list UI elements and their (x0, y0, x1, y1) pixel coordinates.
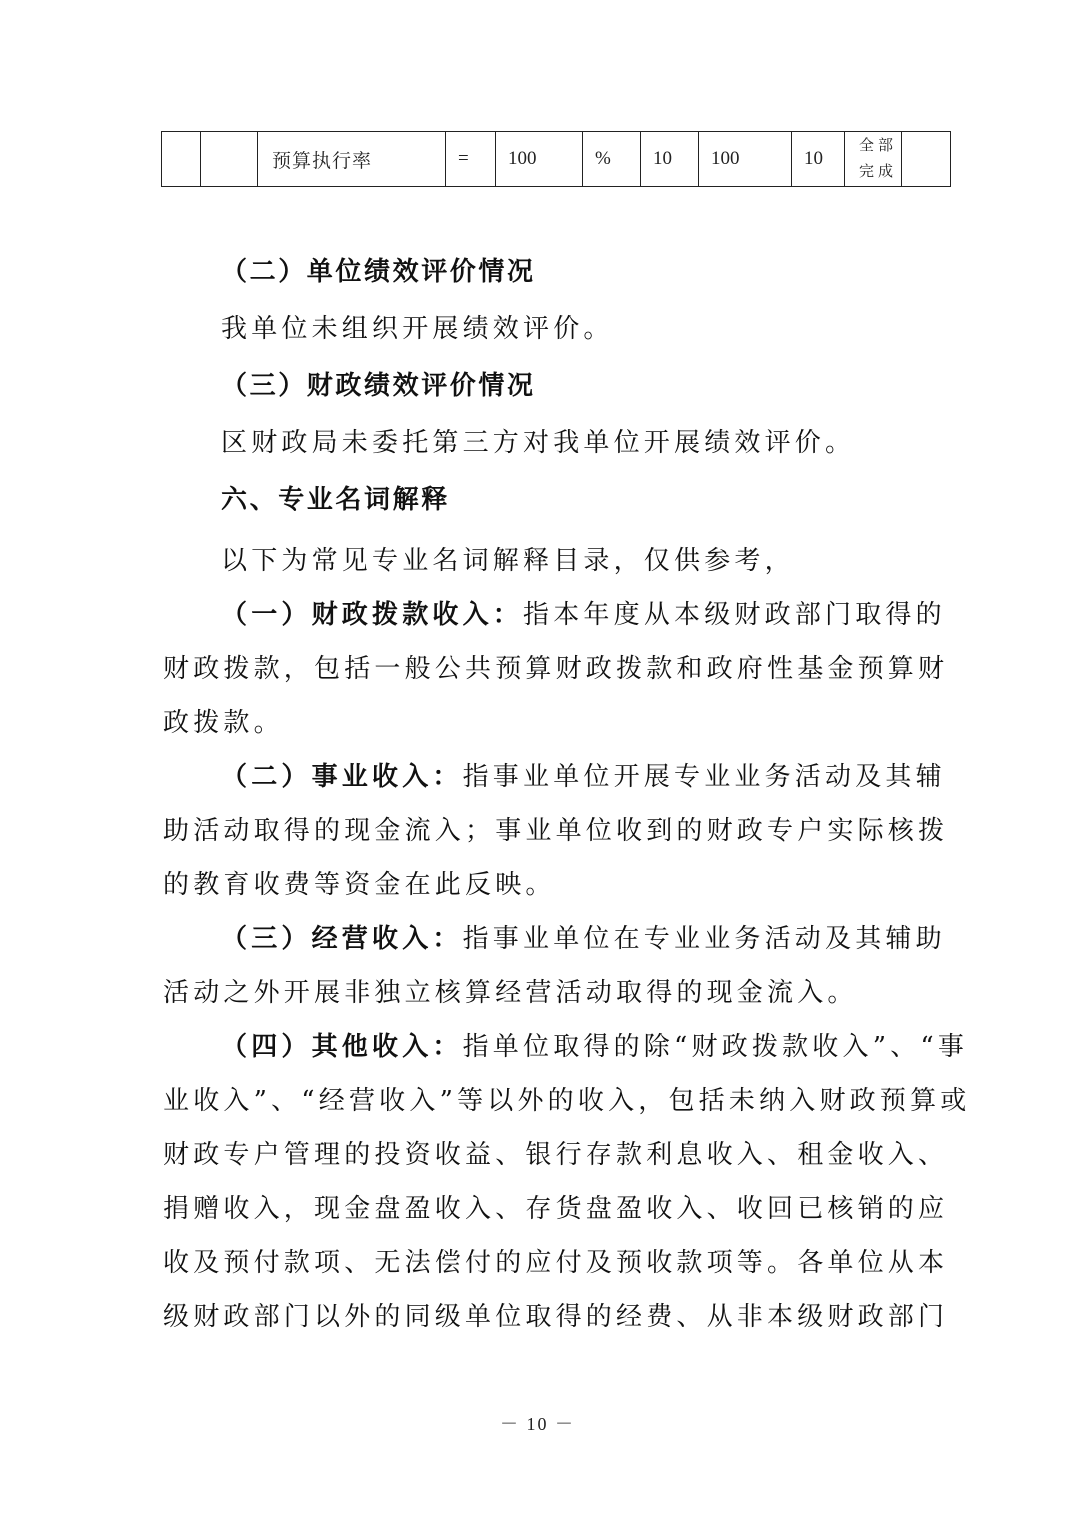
glossary-term-3: （三）经营收入： (221, 924, 463, 954)
target-value: 100 (496, 132, 583, 187)
glossary-term-2: （二）事业收入： (221, 762, 463, 792)
glossary-term-1: （一）财政拨款收入： (221, 600, 524, 630)
glossary-item-2-line-1 (221, 760, 946, 794)
glossary-term-4: （四）其他收入： (221, 1032, 463, 1062)
glossary-item-4-line-4: 捐赠收入，现金盘盈收入、存货盘盈收入、收回已核销的应 (163, 1194, 949, 1224)
glossary-item-2-line-2: 助活动取得的现金流入；事业单位收到的财政专户实际核拨 (163, 816, 949, 846)
table-cell-empty-2 (201, 132, 258, 187)
table-cell-empty-1 (162, 132, 201, 187)
actual-value: 100 (699, 132, 792, 187)
glossary-intro: 以下为常见专业名词解释目录，仅供参考， (221, 546, 795, 576)
finance-eval-text: 区财政局未委托第三方对我单位开展绩效评价。 (221, 428, 856, 458)
finance-eval-heading: （三）财政绩效评价情况 (221, 371, 536, 401)
glossary-item-1-line-3: 政拨款。 (163, 708, 284, 738)
score: 10 (792, 132, 845, 187)
unit: % (583, 132, 641, 187)
glossary-item-3-text: 指事业单位在专业业务活动及其辅助 (462, 924, 946, 954)
glossary-item-4-line-1 (221, 1030, 968, 1064)
page-number: － 10 － (500, 1414, 575, 1434)
glossary-item-1-line-2: 财政拨款，包括一般公共预算财政拨款和政府性基金预算财 (163, 654, 949, 684)
completion-status: 全部完成 (845, 132, 902, 187)
indicator-name: 预算执行率 (258, 132, 446, 187)
glossary-item-1-line-1 (221, 598, 946, 632)
glossary-item-4-line-3: 财政专户管理的投资收益、银行存款利息收入、租金收入、 (163, 1140, 949, 1170)
glossary-item-4-line-2: 业收入”、“经营收入”等以外的收入，包括未纳入财政预算或 (163, 1086, 971, 1116)
unit-eval-heading: （二）单位绩效评价情况 (221, 257, 536, 287)
glossary-item-3-line-1 (221, 922, 946, 956)
glossary-item-4-line-5: 收及预付款项、无法偿付的应付及预收款项等。各单位从本 (163, 1248, 949, 1278)
glossary-item-2-line-3: 的教育收费等资金在此反映。 (163, 870, 556, 900)
table-cell-remark (902, 132, 951, 187)
performance-table (161, 131, 951, 187)
glossary-heading: 六、专业名词解释 (221, 485, 450, 515)
glossary-item-3-line-2: 活动之外开展非独立核算经营活动取得的现金流入。 (163, 978, 858, 1008)
glossary-item-1-text: 指本年度从本级财政部门取得的 (523, 600, 946, 630)
indicator-operator: = (446, 132, 496, 187)
table-row (162, 132, 951, 187)
glossary-item-4-text: 指单位取得的除“财政拨款收入”、“事 (462, 1032, 969, 1062)
unit-eval-text: 我单位未组织开展绩效评价。 (221, 314, 614, 344)
weight: 10 (641, 132, 699, 187)
glossary-item-2-text: 指事业单位开展专业业务活动及其辅 (462, 762, 946, 792)
glossary-item-4-line-6: 级财政部门以外的同级单位取得的经费、从非本级财政部门 (163, 1302, 949, 1332)
